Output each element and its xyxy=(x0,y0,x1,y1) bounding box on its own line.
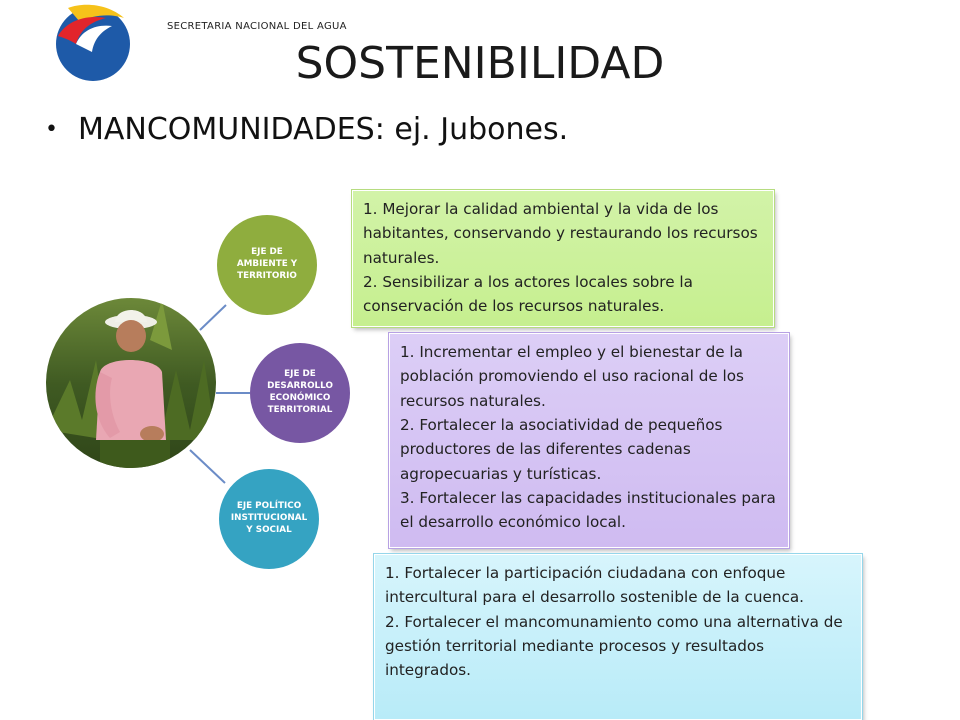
bullet-dot-icon: • xyxy=(45,117,58,142)
axis-label-economico: EJE DE DESARROLLO ECONÓMICO TERRITORIAL xyxy=(267,369,333,415)
objectives-box-economico xyxy=(389,333,789,548)
objectives-box-ambiente xyxy=(352,190,774,327)
bullet-text: MANCOMUNIDADES: ej. Jubones. xyxy=(77,112,569,147)
objective-item: 2. Fortalecer el mancomunamiento como una alternativa de gestión territorial mediante procesos y resultados integrados. xyxy=(385,612,843,680)
objectives-box-politico xyxy=(374,554,862,720)
objective-item: 3. Fortalecer las capacidades institucionales para el desarrollo económico local. xyxy=(400,488,776,532)
objective-item: 2. Fortalecer la asociatividad de pequeños productores de las diferentes cadenas agropecuarias y turísticas. xyxy=(400,415,723,483)
axis-label-ambiente: EJE DE AMBIENTE Y TERRITORIO xyxy=(236,247,298,281)
objective-item: 1. Fortalecer la participación ciudadana con enfoque intercultural para el desarrollo sostenible de la cuenca. xyxy=(385,564,804,607)
axis-label-politico: EJE POLÍTICO INSTITUCIONAL Y SOCIAL xyxy=(230,501,308,535)
objective-item: 1. Incrementar el empleo y el bienestar de la población promoviendo el uso racional de los recursos naturales. xyxy=(400,343,744,410)
page-title: SOSTENIBILIDAD xyxy=(295,38,665,89)
farmer-photo xyxy=(40,295,225,480)
objective-item: 1. Mejorar la calidad ambiental y la vida de los habitantes, conservando y restaurando los recursos naturales. xyxy=(363,200,758,267)
objective-item: 2. Sensibilizar a los actores locales sobre la conservación de los recursos naturales. xyxy=(363,272,693,316)
connector-line xyxy=(200,305,226,330)
connector-line xyxy=(190,450,225,483)
organization-name: SECRETARIA NACIONAL DEL AGUA xyxy=(167,21,347,32)
